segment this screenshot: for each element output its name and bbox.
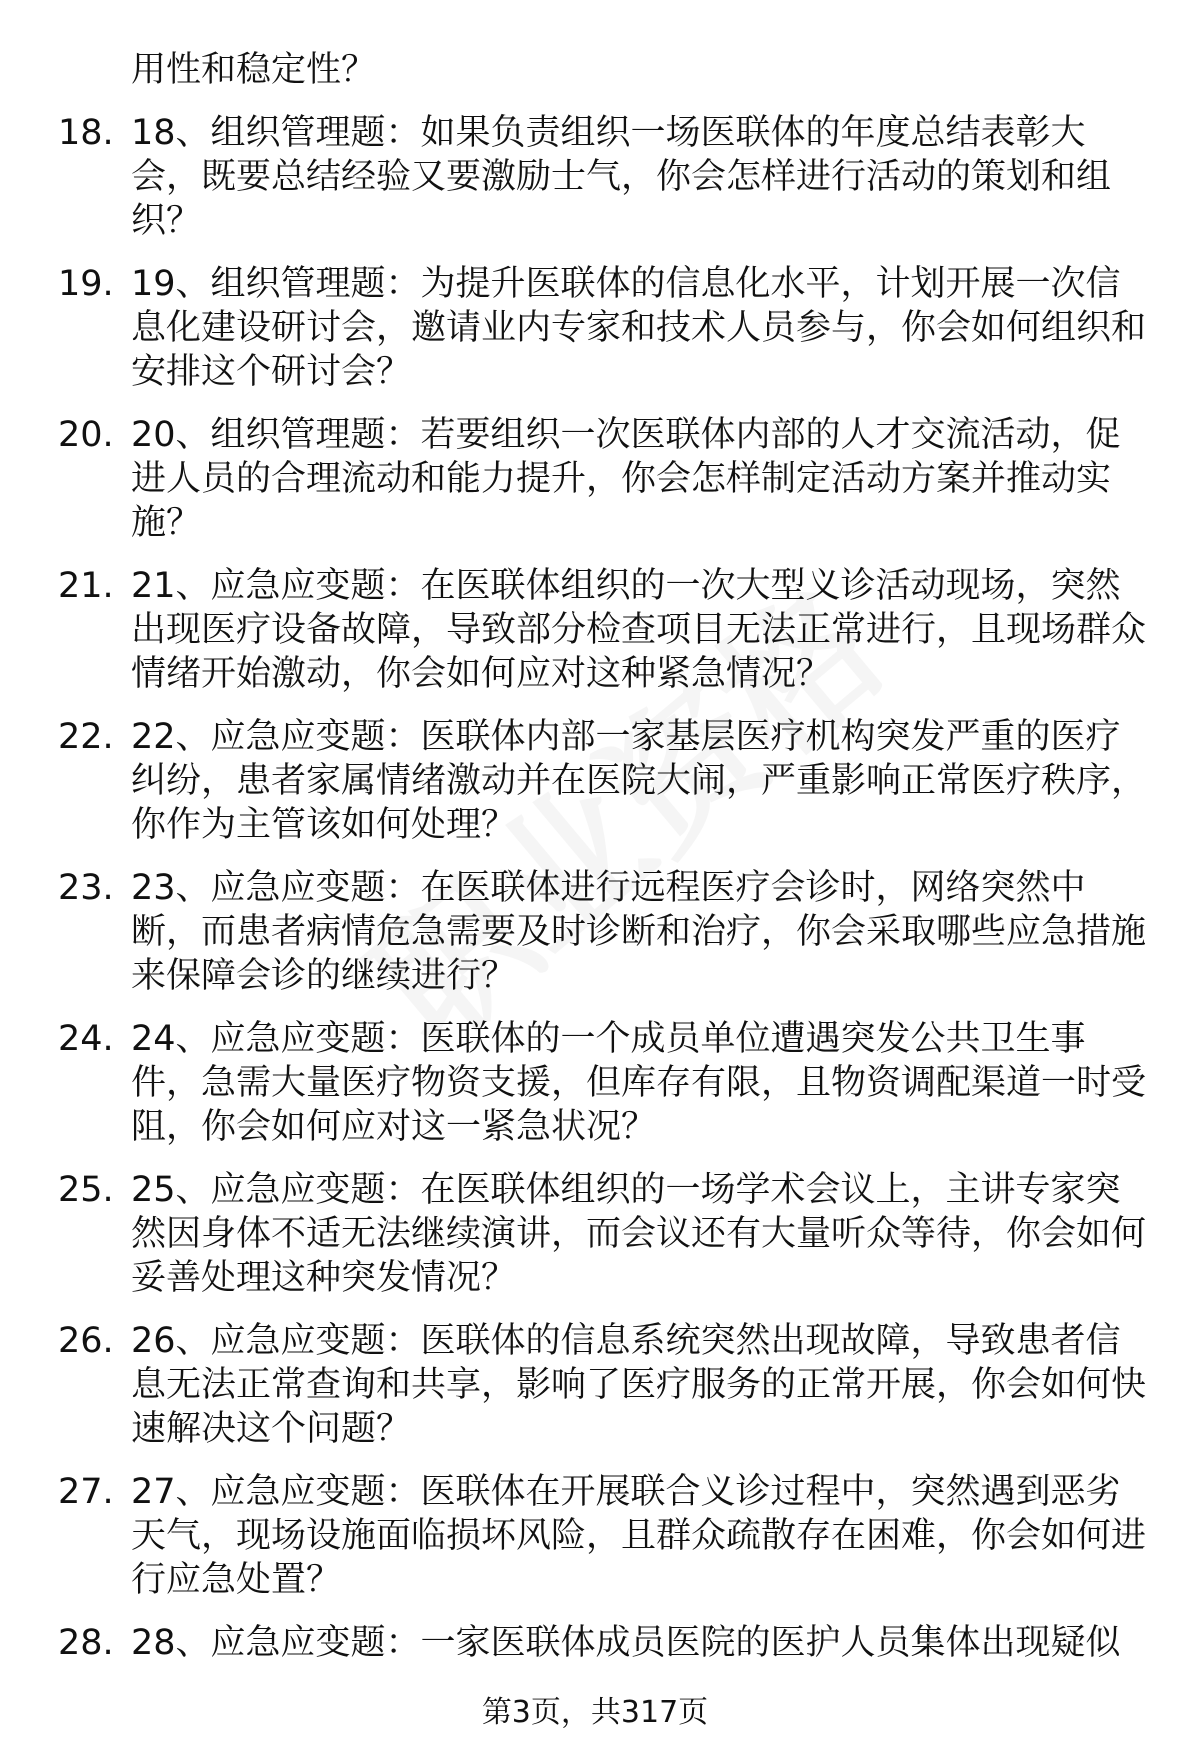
question-text: 19、组织管理题：为提升医联体的信息化水平，计划开展一次信息化建设研讨会，邀请业内专家和技术人员参与，你会如何组织和安排这个研讨会？ [131, 264, 1147, 392]
question-item [0, 1621, 1190, 1665]
question-number: 28. [58, 1623, 114, 1663]
question-item [0, 564, 1190, 696]
question-number: 19. [58, 264, 114, 304]
question-item [0, 1470, 1190, 1602]
question-number: 21. [58, 566, 114, 606]
question-text: 23、应急应变题：在医联体进行远程医疗会诊时，网络突然中断，而患者病情危急需要及时诊断和治疗，你会采取哪些应急措施来保障会诊的继续进行？ [131, 868, 1147, 996]
question-item [0, 1017, 1190, 1149]
question-number: 23. [58, 868, 114, 908]
question-item [0, 413, 1190, 545]
page-content [0, 48, 1190, 1684]
question-number: 25. [58, 1170, 114, 1210]
question-number: 26. [58, 1321, 114, 1361]
question-text: 22、应急应变题：医联体内部一家基层医疗机构突发严重的医疗纠纷，患者家属情绪激动并在医院大闹，严重影响正常医疗秩序，你作为主管该如何处理？ [131, 717, 1147, 845]
question-list [0, 48, 1190, 1665]
question-number: 27. [58, 1472, 114, 1512]
question-item [0, 262, 1190, 394]
question-text: 26、应急应变题：医联体的信息系统突然出现故障，导致患者信息无法正常查询和共享，影响了医疗服务的正常开展，你会如何快速解决这个问题？ [131, 1321, 1147, 1449]
question-text: 27、应急应变题：医联体在开展联合义诊过程中，突然遇到恶劣天气，现场设施面临损坏风险，且群众疏散存在困难，你会如何进行应急处置？ [131, 1472, 1147, 1600]
question-item [0, 1319, 1190, 1451]
question-text: 18、组织管理题：如果负责组织一场医联体的年度总结表彰大会，既要总结经验又要激励士气，你会怎样进行活动的策划和组织？ [131, 113, 1112, 241]
question-item [0, 111, 1190, 243]
question-text: 21、应急应变题：在医联体组织的一次大型义诊活动现场，突然出现医疗设备故障，导致部分检查项目无法正常进行，且现场群众情绪开始激动，你会如何应对这种紧急情况？ [131, 566, 1147, 694]
question-text: 20、组织管理题：若要组织一次医联体内部的人才交流活动，促进人员的合理流动和能力提升，你会怎样制定活动方案并推动实施？ [131, 415, 1121, 543]
question-number: 24. [58, 1019, 114, 1059]
question-text: 24、应急应变题：医联体的一个成员单位遭遇突发公共卫生事件，急需大量医疗物资支援，但库存有限，且物资调配渠道一时受阻，你会如何应对这一紧急状况？ [131, 1019, 1147, 1147]
continuation-line [0, 48, 1190, 92]
question-text: 25、应急应变题：在医联体组织的一场学术会议上，主讲专家突然因身体不适无法继续演讲，而会议还有大量听众等待，你会如何妥善处理这种突发情况？ [131, 1170, 1147, 1298]
question-number: 22. [58, 717, 114, 757]
question-number: 20. [58, 415, 114, 455]
question-number: 18. [58, 113, 114, 153]
question-text: 28、应急应变题：一家医联体成员医院的医护人员集体出现疑似 [131, 1623, 1121, 1663]
page-footer: 第3页，共317页 [481, 1695, 709, 1730]
continuation-text: 用性和稳定性？ [131, 50, 377, 90]
question-item [0, 866, 1190, 998]
question-item [0, 715, 1190, 847]
question-item [0, 1168, 1190, 1300]
